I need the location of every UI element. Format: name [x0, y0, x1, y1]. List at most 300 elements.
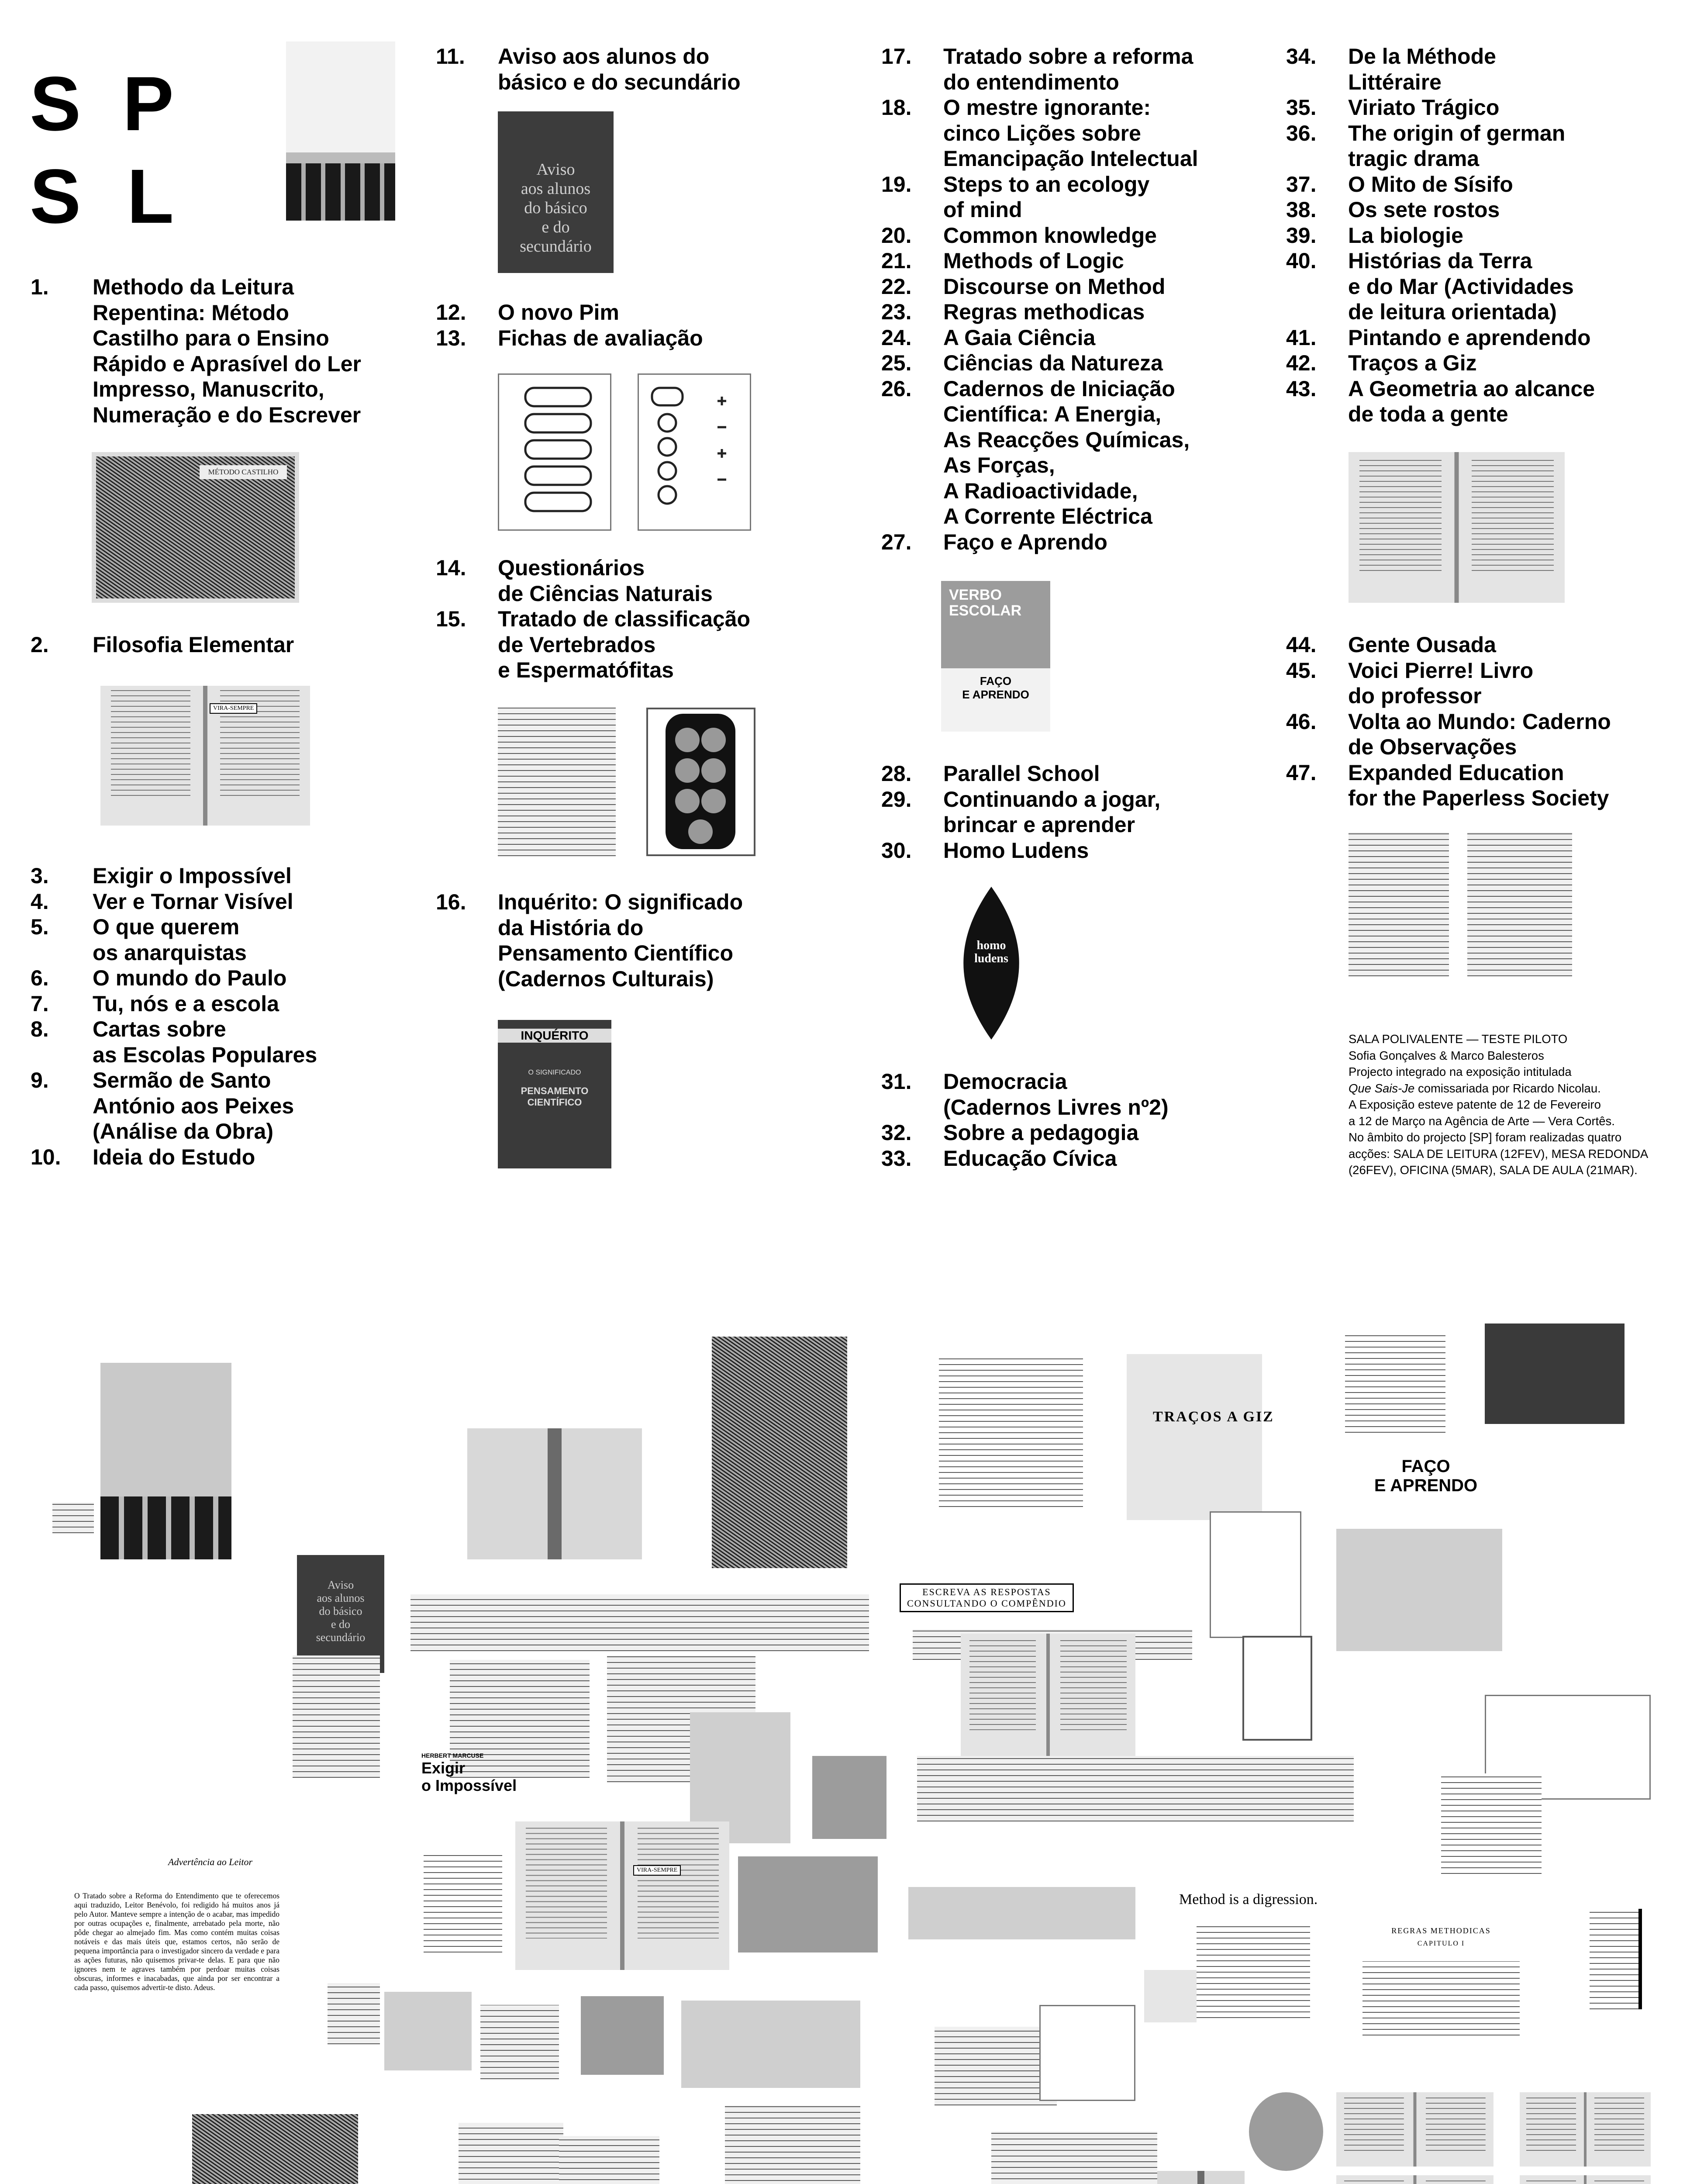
item-title-line: Discourse on Method — [943, 274, 1166, 299]
item-title — [1348, 760, 1611, 811]
exigir-line: o Impossível — [421, 1776, 517, 1794]
collage-circle-page — [384, 1992, 472, 2070]
homo-ludens-cover — [941, 887, 1042, 1040]
item-number: 42. — [1286, 351, 1317, 375]
list-item — [881, 529, 1198, 555]
questionarios-book-photo — [498, 708, 616, 856]
item-number: 6. — [31, 966, 49, 990]
item-title-line: Pensamento Científico — [498, 941, 733, 965]
expanded-education-page-1 — [1349, 832, 1449, 976]
list-block — [31, 863, 317, 1170]
collage-method-quote: Method is a digression. — [1179, 1891, 1318, 1908]
exhibition-title: Que Sais-Je — [1349, 1081, 1415, 1095]
list-item — [1286, 350, 1595, 376]
item-number: 20. — [881, 223, 912, 248]
item-number: 29. — [881, 787, 912, 812]
item-title — [943, 274, 1198, 300]
list-item — [436, 606, 750, 683]
list-item — [1286, 760, 1611, 811]
list-item — [881, 761, 1160, 787]
collage-filosofia-spread — [515, 1821, 729, 1970]
list-item — [31, 632, 294, 658]
list-item — [881, 95, 1198, 172]
fichas-shapes-drawing — [639, 375, 750, 529]
list-item — [31, 965, 317, 991]
inquerito-cover — [498, 1020, 611, 1168]
caption-line: No âmbito do projecto [SP] foram realizadas quatro — [1349, 1130, 1622, 1144]
item-title-line: Os sete rostos — [1348, 197, 1500, 222]
item-title-line: da História do — [498, 915, 644, 940]
item-title-line: Methods of Logic — [943, 249, 1124, 273]
item-title-line: do entendimento — [943, 69, 1119, 94]
item-number: 7. — [31, 991, 49, 1016]
item-title-line: Expanded Education — [1348, 760, 1564, 785]
item-title — [1348, 197, 1595, 223]
item-number: 47. — [1286, 760, 1317, 785]
collage-cabinet-photo — [812, 1756, 886, 1839]
item-title-line: Regras methodicas — [943, 300, 1145, 324]
item-title — [943, 787, 1160, 838]
tratado-classificacao-photo — [646, 708, 755, 856]
item-title-line: Democracia — [943, 1069, 1067, 1094]
list-item — [1286, 376, 1595, 427]
collage-grid-page — [935, 2027, 1057, 2105]
item-title-line: (Cadernos Culturais) — [498, 966, 714, 991]
item-title-line: Methodo da Leitura — [93, 275, 294, 299]
list-item — [881, 44, 1198, 95]
exhibition-room-photo — [286, 41, 395, 221]
item-title-line: De la Méthode — [1348, 44, 1496, 69]
caption-line: (26FEV), OFICINA (5MAR), SALA DE AULA (21MAR). — [1349, 1163, 1638, 1177]
item-title-line: Tu, nós e a escola — [93, 991, 279, 1016]
cover-lower-panel — [941, 668, 1050, 732]
item-title-line: A Geometria ao alcance — [1348, 376, 1595, 401]
caption-line: acções: SALA DE LEITURA (12FEV), MESA REDONDA — [1349, 1147, 1649, 1161]
caption-line: a 12 de Março na Agência de Arte — Vera Cortês. — [1349, 1114, 1615, 1128]
item-title — [1348, 376, 1595, 427]
cover-text-line: e do — [331, 1618, 351, 1631]
list-item — [31, 863, 317, 889]
expanded-education-page-2 — [1467, 832, 1572, 976]
list-item — [1286, 95, 1595, 121]
item-title-line: de toda a gente — [1348, 402, 1508, 426]
logo-row-1 — [30, 61, 174, 147]
collage-preface-page — [939, 1354, 1083, 1507]
collage-machines-photo — [581, 1996, 664, 2075]
collage-skull-images — [908, 1887, 1135, 1939]
collage-page-right — [1441, 1773, 1542, 1874]
item-title — [93, 1016, 317, 1068]
collage-right-page — [1590, 1909, 1642, 2009]
item-title-line: Cartas sobre — [93, 1017, 226, 1041]
item-title — [93, 991, 317, 1017]
item-number: 38. — [1286, 197, 1317, 222]
item-title — [943, 1120, 1169, 1146]
list-item — [881, 1120, 1169, 1146]
item-title — [1348, 350, 1595, 376]
cover-text-line: Aviso — [536, 160, 575, 179]
item-title — [943, 761, 1160, 787]
list-item — [31, 274, 361, 428]
list-item — [436, 300, 703, 325]
cover-text-line: Aviso — [327, 1579, 354, 1591]
list-item — [881, 299, 1198, 325]
list-block — [1286, 44, 1595, 427]
item-title — [93, 632, 294, 658]
item-title — [943, 325, 1198, 351]
item-title-line: O que querem — [93, 915, 240, 939]
collage-book-spread-5 — [1336, 2175, 1493, 2184]
list-block — [436, 555, 750, 683]
list-item — [881, 1069, 1169, 1120]
item-title-line: La biologie — [1348, 223, 1463, 248]
escreva-line: ESCREVA AS RESPOSTAS — [922, 1586, 1051, 1597]
list-item — [1286, 248, 1595, 325]
list-item — [436, 889, 743, 992]
collage-painting — [192, 2114, 358, 2184]
escreva-line: CONSULTANDO O COMPÊNDIO — [907, 1598, 1066, 1609]
collage-table-page — [480, 2005, 559, 2079]
metodo-castilho-book-photo — [92, 452, 299, 603]
cover-text-line: aos alunos — [521, 180, 591, 198]
item-title-line: Volta ao Mundo: Caderno — [1348, 709, 1611, 734]
item-title-line: os anarquistas — [93, 940, 247, 965]
list-item — [881, 350, 1198, 376]
collage-intro-page — [1345, 1332, 1445, 1433]
item-title-line: of mind — [943, 197, 1022, 222]
item-title-line: Inquérito: O significado — [498, 890, 743, 914]
item-title-line: Continuando a jogar, — [943, 787, 1161, 812]
collage-list-page — [459, 2123, 563, 2184]
list-item — [1286, 197, 1595, 223]
item-title — [1348, 121, 1595, 172]
cover-text-line: ludens — [974, 952, 1008, 965]
list-item — [881, 1146, 1169, 1171]
item-title-line: O novo Pim — [498, 300, 619, 325]
collage-book-spread-6 — [1520, 2092, 1651, 2167]
item-number: 36. — [1286, 121, 1317, 145]
list-item — [1286, 658, 1611, 709]
item-title-line: Científica: A Energia, — [943, 402, 1162, 426]
item-number: 30. — [881, 838, 912, 863]
item-number: 43. — [1286, 376, 1317, 401]
list-item — [31, 889, 317, 915]
cover-text-line: ESCOLAR — [949, 602, 1022, 619]
item-title — [498, 555, 750, 606]
item-title — [1348, 632, 1611, 658]
item-title — [943, 223, 1198, 249]
item-title-line: as Escolas Populares — [93, 1042, 317, 1067]
item-title — [498, 325, 703, 351]
item-title-line: Sobre a pedagogia — [943, 1120, 1139, 1145]
item-number: 46. — [1286, 709, 1317, 734]
item-title-line: A Corrente Eléctrica — [943, 504, 1152, 529]
item-title-line: de Observações — [1348, 735, 1517, 759]
item-title — [93, 274, 361, 428]
item-number: 4. — [31, 889, 49, 914]
item-title-line: brincar e aprender — [943, 812, 1135, 837]
item-number: 44. — [1286, 632, 1317, 657]
collage-exigir-title — [421, 1752, 517, 1794]
item-title-line: e do Mar (Actividades — [1348, 274, 1574, 299]
item-title — [93, 914, 317, 965]
item-title-line: O Mito de Sísifo — [1348, 172, 1513, 197]
cover-title: INQUÉRITO — [498, 1029, 611, 1043]
item-number: 11. — [436, 44, 465, 69]
list-item — [31, 1016, 317, 1068]
item-title-line: e Espermatófitas — [498, 658, 674, 682]
item-number: 28. — [881, 761, 912, 786]
item-title — [1348, 248, 1595, 325]
collage-portrait-photo — [738, 1856, 878, 1952]
item-title — [943, 248, 1198, 274]
list-item — [881, 376, 1198, 529]
item-number: 16. — [436, 890, 466, 914]
item-title-line: (Cadernos Livres nº2) — [943, 1095, 1169, 1120]
item-title-line: Faço e Aprendo — [943, 529, 1107, 554]
item-title — [498, 300, 703, 325]
item-title-line: As Reacções Químicas, — [943, 427, 1190, 452]
collage-faco-line: E APRENDO — [1374, 1476, 1478, 1495]
novo-pim-worksheet — [498, 373, 611, 531]
item-title-line: Exigir o Impossível — [93, 864, 292, 888]
exhibition-caption — [1349, 1031, 1672, 1178]
item-title — [1348, 325, 1595, 351]
item-title-line: Rápido e Aprasível do Ler — [93, 351, 361, 376]
item-number: 19. — [881, 172, 912, 197]
item-number: 1. — [31, 275, 49, 299]
item-title — [1348, 95, 1595, 121]
list-item — [881, 172, 1198, 223]
geometria-book-photo — [1349, 452, 1565, 603]
collage-engraving — [712, 1337, 847, 1568]
list-item — [436, 325, 703, 351]
item-title-line: Repentina: Método — [93, 300, 289, 325]
item-title-line: A Radioactividade, — [943, 478, 1138, 503]
collage-diagram-page — [1039, 2005, 1135, 2101]
list-item — [436, 44, 741, 95]
item-title-line: Tratado de classificação — [498, 607, 751, 631]
item-title-line: As Forças, — [943, 453, 1055, 477]
regras-subtitle: CAPITULO I — [1417, 1940, 1465, 1947]
item-title-line: do professor — [1348, 684, 1482, 708]
item-title-line: Numeração e do Escrever — [93, 402, 361, 427]
item-title-line: Parallel School — [943, 761, 1100, 786]
item-number: 18. — [881, 95, 912, 120]
list-block — [1286, 632, 1611, 811]
collage-faco-line: FAÇO — [1401, 1457, 1450, 1476]
item-title-line: A Gaia Ciência — [943, 325, 1096, 350]
logo-row-2 — [30, 154, 174, 239]
cover-text-line: E APRENDO — [962, 688, 1029, 701]
collage-book-spread-4 — [1336, 2092, 1493, 2167]
cover-text-line: aos alunos — [317, 1592, 365, 1604]
list-item — [881, 248, 1198, 274]
item-title-line: cinco Lições sobre — [943, 121, 1141, 145]
item-number: 12. — [436, 300, 466, 325]
collage-tracos-giz-title: TRAÇOS A GIZ — [1153, 1409, 1274, 1425]
item-title — [93, 965, 317, 991]
item-title — [943, 172, 1198, 223]
item-number: 33. — [881, 1146, 912, 1171]
caption-line: A Exposição esteve patente de 12 de Fevereiro — [1349, 1098, 1601, 1111]
item-title-line: O mundo do Paulo — [93, 966, 287, 990]
item-number: 14. — [436, 556, 466, 580]
item-title — [93, 1068, 317, 1144]
item-number: 35. — [1286, 95, 1317, 120]
collage-advertencia-body: O Tratado sobre a Reforma do Entendimento que te oferecemos aqui traduzido, Leitor Benévolo, foi redigido há muitos anos já pelo Autor. Manteve sempre a intenção de o acabar, mas impedido por outras ocupações e, finalmente, arrebatado pela morte, não pôde chegar ao almejado fim. Mas como contém muitas coisas notáveis e das mais úteis que, estamos certos, não serão de pequena importância para o investigador sincero da verdade e para as ações futuras, não quisemos privar-te delas. E para que não ignores nem te agraves também por perdoar muitas coisas obscuras, informes e inacabadas, que ainda por ser encontrar a cada passo, quisemos advertir-te disto. Adeus. — [74, 1891, 279, 1992]
cover-text-line: VERBO — [949, 587, 1002, 603]
collage-pim-worksheet — [1210, 1511, 1301, 1638]
item-title — [1348, 658, 1611, 709]
item-title-line: Voici Pierre! Livro — [1348, 658, 1534, 683]
collage-escreva-label — [900, 1583, 1074, 1612]
dark-circles-graphic — [648, 709, 754, 854]
list-item — [881, 325, 1198, 351]
item-number: 25. — [881, 351, 912, 375]
book-page-text: VIRA-SEMPRE — [210, 703, 257, 714]
item-number: 21. — [881, 249, 912, 273]
item-number: 27. — [881, 529, 912, 554]
item-number: 39. — [1286, 223, 1317, 248]
cover-text-line: homo — [976, 939, 1006, 952]
list-item — [31, 914, 317, 965]
item-number: 15. — [436, 607, 466, 631]
list-item — [881, 223, 1198, 249]
item-title — [1348, 709, 1611, 760]
fichas-avaliacao-worksheet — [638, 373, 751, 531]
item-title-line: de Vertebrados — [498, 632, 656, 657]
item-title — [93, 889, 317, 915]
collage-book-spread-7 — [1520, 2175, 1651, 2184]
item-title-line: Fichas de avaliação — [498, 325, 703, 350]
list-item — [31, 991, 317, 1017]
item-title — [93, 863, 317, 889]
list-item — [1286, 325, 1595, 351]
item-title-line: (Análise da Obra) — [93, 1119, 273, 1144]
item-title-line: tragic drama — [1348, 146, 1480, 171]
collage-small-page-1 — [293, 1655, 328, 1778]
item-title-line: The origin of german — [1348, 121, 1566, 145]
item-title-line: Impresso, Manuscrito, — [93, 377, 324, 401]
item-number: 26. — [881, 376, 912, 401]
logo-letter: S — [30, 154, 81, 239]
item-number: 8. — [31, 1017, 49, 1041]
caption-line — [1349, 1080, 1672, 1097]
item-title — [943, 838, 1160, 864]
collage-book-grey — [1336, 1529, 1502, 1651]
item-title — [1348, 44, 1595, 95]
exigir-author: HERBERT MARCUSE — [421, 1752, 484, 1759]
collage-notes-page — [559, 2136, 659, 2184]
item-number: 24. — [881, 325, 912, 350]
cover-text-line: do básico — [319, 1605, 362, 1617]
item-number: 10. — [31, 1144, 61, 1169]
collage-classroom-photo — [681, 2001, 860, 2088]
exigir-line: Exigir — [421, 1759, 466, 1777]
item-number: 13. — [436, 325, 466, 350]
item-title-line: Common knowledge — [943, 223, 1157, 248]
list-item — [881, 838, 1160, 864]
aviso-alunos-cover — [498, 111, 614, 273]
item-title-line: Sermão de Santo — [93, 1068, 271, 1092]
item-title — [93, 1144, 317, 1170]
collage-book-spread-2 — [961, 1634, 1135, 1756]
faco-aprendo-cover — [941, 581, 1050, 732]
item-title — [943, 1069, 1169, 1120]
list-block — [881, 761, 1160, 863]
collage-small-page-2 — [323, 1655, 380, 1778]
item-number: 32. — [881, 1120, 912, 1145]
list-block — [881, 44, 1198, 555]
cover-text-line: PENSAMENTO — [521, 1085, 589, 1096]
caption-line: Projecto integrado na exposição intitulada — [1349, 1065, 1572, 1078]
list-block — [881, 1069, 1169, 1171]
item-title-line: Aviso aos alunos do — [498, 44, 710, 69]
collage-piano-photo — [1485, 1324, 1625, 1424]
item-number: 2. — [31, 632, 49, 657]
cover-text-line: FAÇO — [980, 674, 1012, 688]
collage-page-small-left — [424, 1852, 502, 1952]
item-title-line: Littéraire — [1348, 69, 1442, 94]
collage-people-photo — [100, 1363, 231, 1559]
book-page-text: VIRA-SEMPRE — [633, 1865, 681, 1876]
item-number: 45. — [1286, 658, 1317, 683]
item-number: 9. — [31, 1068, 49, 1092]
caption-line: Sofia Gonçalves & Marco Balesteros — [1349, 1048, 1544, 1062]
item-title-line: Emancipação Intelectual — [943, 146, 1198, 171]
item-title-line: O mestre ignorante: — [943, 95, 1151, 120]
filosofia-elementar-book-photo — [100, 686, 310, 826]
item-number: 41. — [1286, 325, 1317, 350]
cover-text-line: e do — [542, 218, 570, 236]
collage-table-2 — [725, 2105, 860, 2184]
book-title-text: MÉTODO CASTILHO — [200, 465, 287, 479]
item-number: 34. — [1286, 44, 1317, 69]
item-title — [1348, 223, 1595, 249]
list-item — [1286, 44, 1595, 95]
item-title-line: António aos Peixes — [93, 1093, 294, 1118]
collage-logic-page — [991, 2132, 1157, 2184]
pim-shapes-drawing — [499, 375, 610, 529]
item-title — [498, 44, 741, 95]
item-title-line: for the Paperless Society — [1348, 786, 1609, 810]
list-item — [1286, 223, 1595, 249]
item-number: 40. — [1286, 249, 1317, 273]
item-number: 22. — [881, 274, 912, 299]
item-title-line: Traços a Giz — [1348, 351, 1477, 375]
list-block — [31, 274, 361, 428]
logo-letter: P — [122, 61, 174, 147]
collage-regras-page — [1349, 1926, 1533, 1948]
collage-regras-body — [1362, 1961, 1520, 2035]
item-title-line: Viriato Trágico — [1348, 95, 1500, 120]
list-item — [1286, 172, 1595, 197]
item-number: 5. — [31, 915, 49, 939]
list-item — [31, 1068, 317, 1144]
item-title — [498, 606, 750, 683]
item-number: 37. — [1286, 172, 1317, 197]
caption-line: SALA POLIVALENTE — TESTE PILOTO — [1349, 1032, 1568, 1046]
collage-method-page — [1197, 1922, 1310, 2018]
list-item — [1286, 709, 1611, 760]
cover-text-line: do básico — [524, 199, 587, 217]
collage-book-spread-1 — [467, 1428, 642, 1559]
cover-text-line: secundário — [520, 237, 592, 256]
item-number: 17. — [881, 44, 912, 69]
item-title — [943, 376, 1198, 529]
collage-tracos-giz-page — [1127, 1354, 1262, 1520]
